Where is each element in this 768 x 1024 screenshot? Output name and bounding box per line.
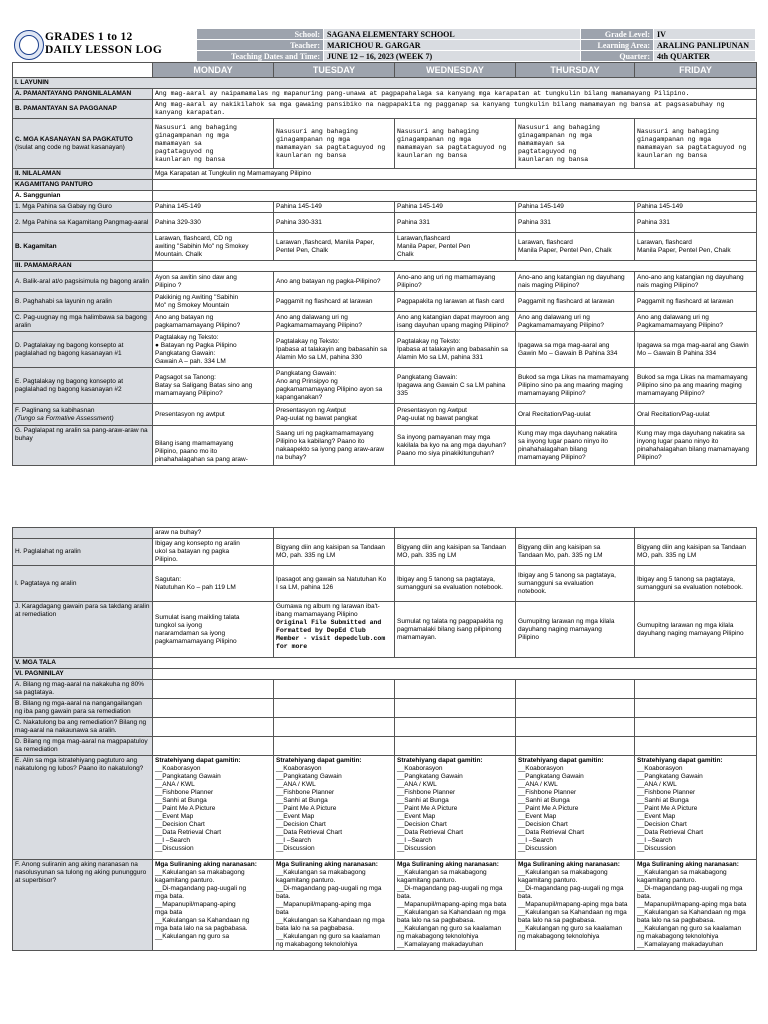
karagdagang-tuesday: Gumawa ng album ng larawan iba't- ibang mamamayang Pilipino [276, 603, 380, 618]
gabay-tuesday: Pahina 145-149 [274, 202, 395, 213]
paghahabi-row [13, 292, 757, 312]
pagtataya-monday: Sagutan: Natutuhan Ko – pah 119 LM [153, 566, 274, 602]
pag-uugnay-tuesday: Ano ang dalawang uri ng Pagkamamamayang Pilipino? [274, 312, 395, 332]
problems-head-monday: Mga Suliraning aking naranasan: [155, 861, 257, 868]
gabay-label: 1. Mga Pahina sa Gabay ng Guro [13, 202, 153, 213]
pamantayan-pagganap-row [13, 100, 757, 119]
paghahabi-label: B. Paghahabi sa layunin ng aralin [13, 292, 153, 312]
kabihasnan-label: F. Paglinang sa kabihasnan [15, 406, 95, 414]
reflection-d-monday [153, 737, 274, 756]
reflection-b-thursday [516, 699, 635, 718]
reflection-a-friday [635, 680, 757, 699]
reflection-e-label: E. Alin sa mga istratehiyang pagtuturo ang nakatulong ng lubos? Paano ito nakatulong? [13, 756, 153, 860]
reflection-a-label: A. Bilang ng mag-aaral na nakakuha ng 80% sa pagtataya. [13, 680, 153, 699]
depedclub-watermark-text: Original File Submitted and Formatted by DepEd Club Member - visit depedclub.com for more [276, 619, 386, 650]
gabay-monday: Pahina 145-149 [153, 202, 274, 213]
continuation-monday: araw na buhay? [153, 528, 274, 539]
karagdagang-wednesday: Sumulat ng talata ng pagpapakita ng pagmamalaki bilang isang pilipinong mamamayan. [395, 602, 516, 658]
kasanayan-label: C. MGA KASANAYAN SA PAGKATUTO [15, 135, 133, 143]
pamamaraan-empty [153, 261, 757, 272]
pag-uugnay-row [13, 312, 757, 332]
pagninilay-label: VI. PAGNINILAY [13, 669, 153, 680]
reflection-f-label: F. Anong suliranin ang aking naranasan na nasolusyunan sa tulong ng aking punungguro at superbisor? [13, 860, 153, 951]
balik-aral-wednesday: Ano-ano ang uri ng mamamayang Pilipino? [395, 272, 516, 292]
paghahabi-thursday: Paggamit ng flashcard at larawan [516, 292, 635, 312]
gabay-row [13, 202, 757, 213]
problems-list-wednesday: __Kakulangan sa makabagong kagamitang panturo. __Di-magandang pag-uugali ng mga bata. __Mapanupil/mapang-aping mga bata __Kakulangan sa Kahandaan ng mga bata lalo na sa pagbabasa. __Kakulangan ng guro sa kaalaman ng makabagong teknolohiya __Kamalayang makadayuhan [397, 869, 507, 948]
problems-list-monday: __Kakulangan sa makabagong kagamitang panturo. __Di-magandang pag-uugali ng mga bata. __Mapanupil/mapang-aping mga bata __Kakulangan sa Kahandaan ng mga bata lalo na sa pagbabasa. __Kakulangan ng guro sa [155, 869, 250, 940]
reflection-f-row [13, 860, 757, 951]
reflection-a-wednesday [395, 680, 516, 699]
paglalapat-tuesday: Saang uri ng pagkamamamayang Pilipino ka kabilang? Paano ito nakaapekto sa iyong pang araw-araw na buhay? [274, 426, 395, 466]
kagamitan-pang-thursday: Pahina 331 [516, 213, 635, 233]
nilalaman-text: Mga Karapatan at Tungkulin ng Mamamayang Pilipino [153, 169, 757, 180]
reflection-d-friday [635, 737, 757, 756]
kagamitan-b-tuesday: Larawan ,flashcard, Manila Paper, Pentel Pen, Chalk [274, 233, 395, 261]
reflection-e-row [13, 756, 757, 860]
title-line-1: GRADES 1 to 12 [45, 31, 133, 43]
problems-head-wednesday: Mga Suliraning aking naranasan: [397, 861, 499, 868]
karagdagang-monday: Sumulat isang maikling talata tungkol sa iyong nararamdaman sa iyong pagkamamamayang Pilipino [153, 602, 274, 658]
kagamitan-pang-wednesday: Pahina 331 [395, 213, 516, 233]
school-label: School: [197, 29, 324, 40]
continuation-label-empty [13, 528, 153, 539]
kagamitan-pang-friday: Pahina 331 [635, 213, 757, 233]
quarter-value: 4th QUARTER [654, 51, 756, 62]
day-header-row [13, 63, 757, 78]
pagninilay-row [13, 669, 757, 680]
paghahabi-wednesday: Pagpapakita ng larawan at flash card [395, 292, 516, 312]
kabihasnan-row [13, 404, 757, 426]
reflection-c-thursday [516, 718, 635, 737]
dates-value: JUNE 12 – 16, 2023 (WEEK 7) [324, 51, 581, 62]
paglalahat-monday: Ibigay ang konsepto ng aralin ukol sa batayan ng pagka Pilipino. [153, 539, 274, 566]
kagamitan-pang-label: 2. Mga Pahina sa Kagamitang Pangmag-aaral [13, 213, 153, 233]
strategies-head-tuesday: Stratehiyang dapat gamitin: [276, 757, 362, 764]
pagtalakay2-label: E. Pagtalakay ng bagong konsepto at paglalahad ng bagong kasanayan #2 [13, 368, 153, 404]
kasanayan-thursday: Nasusuri ang bahaging ginagampanan ng mga mamamayan sa pagtataguyod ng kaunlaran ng bansa [516, 119, 635, 169]
corner-cell [13, 63, 153, 78]
reflection-b-label: B. Bilang ng mga-aaral na nangangailangan ng iba pang gawain para sa remediation [13, 699, 153, 718]
kabihasnan-thursday: Oral Recitation/Pag-uulat [516, 404, 635, 426]
header [12, 28, 756, 62]
grade-label: Grade Level: [581, 29, 654, 40]
pagtalakay1-row [13, 332, 757, 368]
problems-list-tuesday: __Kakulangan sa makabagong kagamitang panturo. __Di-magandang pag-uugali ng mga bata. __Mapanupil/mapang-aping mga bata __Kakulangan sa Kahandaan ng mga bata lalo na sa pagbabasa. __Kakulangan ng guro sa kaalaman ng makabagong teknolohiya [276, 869, 385, 948]
info-table [196, 28, 756, 62]
reflection-c-label: C. Nakatulong ba ang remediation? Bilang ng mag-aaral na nakaunawa sa aralin. [13, 718, 153, 737]
paglalapat-wednesday: Sa inyong pamayanan may mga kakilala ba kyo na ang mga dayuhan? Paano mo siya pinakikitunguhan? [395, 426, 516, 466]
teacher-value: MARICHOU R. GARGAR [324, 40, 581, 51]
lesson-table-page-2 [12, 527, 757, 951]
area-value: ARALING PANLIPUNAN [654, 40, 756, 51]
reflection-c-monday [153, 718, 274, 737]
pamantayan-nilalaman-row [13, 89, 757, 100]
pag-uugnay-thursday: Ano ang dalawang uri ng Pagkamamamayang Pilipino? [516, 312, 635, 332]
pag-uugnay-monday: Ano ang batayan ng pagkamamamayang Pilipino? [153, 312, 274, 332]
pagninilay-empty [153, 669, 757, 680]
kagamitan-b-row [13, 233, 757, 261]
nilalaman-row [13, 169, 757, 180]
strategies-head-monday: Stratehiyang dapat gamitin: [155, 757, 241, 764]
problems-friday [635, 860, 757, 951]
kabihasnan-friday: Oral Recitation/Pag-uulat [635, 404, 757, 426]
layunin-row [13, 78, 757, 89]
paghahabi-monday: Pakikinig ng Awiting "Sabihin Mo" ng Smokey Mountain [153, 292, 274, 312]
sanggunian-row [13, 191, 757, 202]
pagtalakay1-friday: Ipagawa sa mga mag-aaral ang Gawin Mo – Gawain B Pahina 334 [635, 332, 757, 368]
mga-tala-row [13, 658, 757, 669]
strategies-list-tuesday: __Koaborasyon __Pangkatang Gawain __ANA / KWL __Fishbone Planner __Sanhi at Bunga __Paint Me A Picture __Event Map __Decision Chart __Data Retrieval Chart __I –Search __Discussion [276, 765, 343, 852]
day-thursday: THURSDAY [516, 63, 635, 78]
reflection-d-thursday [516, 737, 635, 756]
strategies-list-wednesday: __Koaborasyon __Pangkatang Gawain __ANA / KWL __Fishbone Planner __Sanhi at Bunga __Paint Me A Picture __Event Map __Decision Chart __Data Retrieval Chart __I –Search __Discussion [397, 765, 464, 852]
kabihasnan-tuesday: Presentasyon ng Awtput Pag-uulat ng bawat pangkat [274, 404, 395, 426]
kasanayan-row [13, 119, 757, 169]
lesson-table-page-1 [12, 62, 757, 466]
area-label: Learning Area: [581, 40, 654, 51]
paghahabi-friday: Paggamit ng flashcard at larawan [635, 292, 757, 312]
strategies-friday [635, 756, 757, 860]
day-monday: MONDAY [153, 63, 274, 78]
kagamitan-pang-tuesday: Pahina 330-331 [274, 213, 395, 233]
pagtalakay2-row [13, 368, 757, 404]
dll-title [45, 31, 162, 57]
strategies-thursday [516, 756, 635, 860]
pagtataya-friday: Ibigay ang 5 tanong sa pagtataya, sumangguni sa evaluation notebook. [635, 566, 757, 602]
kagamitan-b-label: B. Kagamitan [13, 233, 153, 261]
paglalapat-label: G. Paglalapat ng aralin sa pang-araw-araw na buhay [13, 426, 153, 466]
problems-head-thursday: Mga Suliraning aking naranasan: [518, 861, 620, 868]
pagtalakay1-thursday: Ipagawa sa mga mag-aaral ang Gawin Mo – Gawain B Pahina 334 [516, 332, 635, 368]
paglalahat-row [13, 539, 757, 566]
continuation-empty-3 [516, 528, 635, 539]
continuation-empty-4 [635, 528, 757, 539]
problems-head-friday: Mga Suliraning aking naranasan: [637, 861, 739, 868]
kabihasnan-label-cell [13, 404, 153, 426]
kasanayan-sub: (Isulat ang code ng bawat kasanayan) [15, 143, 125, 151]
kasanayan-monday: Nasusuri ang bahaging ginagampanan ng mga mamamayan sa pagtataguyod ng kaunlaran ng bansa [153, 119, 274, 169]
pagtalakay2-wednesday: Pangkatang Gawain: Ipagawa ang Gawain C sa LM pahina 335 [395, 368, 516, 404]
pag-uugnay-friday: Ano ang dalawang uri ng Pagkamamamayang Pilipino? [635, 312, 757, 332]
kagamitan-b-thursday: Larawan, flashcard Manila Paper, Pentel Pen, Chalk [516, 233, 635, 261]
quarter-label: Quarter: [581, 51, 654, 62]
karagdagang-thursday: Gumupitng larawan ng mga kilala dayuhang naging mamayang Pilipino [516, 602, 635, 658]
reflection-b-wednesday [395, 699, 516, 718]
balik-aral-label: A. Balik-aral at/o pagsisimula ng bagong aralin [13, 272, 153, 292]
teacher-label: Teacher: [197, 40, 324, 51]
balik-aral-row [13, 272, 757, 292]
sanggunian-label: A. Sanggunian [13, 191, 153, 202]
page-two [12, 527, 756, 951]
layunin-label: I. LAYUNIN [13, 78, 757, 89]
paglalahat-wednesday: Bigyang diin ang kaisipan sa Tandaan MO, pah. 335 ng LM [395, 539, 516, 566]
kabihasnan-wednesday: Presentasyon ng Awtput Pag-uulat ng bawat pangkat [395, 404, 516, 426]
pagtataya-label: I. Pagtataya ng aralin [13, 566, 153, 602]
paglalahat-tuesday: Bigyang diin ang kaisipan sa Tandaan MO, pah. 335 ng LM [274, 539, 395, 566]
pagtataya-wednesday: Ibigay ang 5 tanong sa pagtataya, sumangguni sa evaluation notebook. [395, 566, 516, 602]
problems-tuesday [274, 860, 395, 951]
problems-thursday [516, 860, 635, 951]
kagamitan-pang-row [13, 213, 757, 233]
paglalapat-row [13, 426, 757, 466]
pagtalakay1-wednesday: Pagtalakay ng Teksto: Ipabasa at talakayin ang babasahin sa Alamin Mo sa LM, pahina 331 [395, 332, 516, 368]
paglalahat-friday: Bigyang diin ang kaisipan sa Tandaan MO, pah. 335 ng LM [635, 539, 757, 566]
kasanayan-label-cell [13, 119, 153, 169]
day-tuesday: TUESDAY [274, 63, 395, 78]
nilalaman-label: II. NILALAMAN [13, 169, 153, 180]
kabihasnan-sub: (Tungo sa Formative Assessment) [15, 414, 114, 422]
continuation-empty-2 [395, 528, 516, 539]
kasanayan-tuesday: Nasusuri ang bahaging ginagampanan ng mga mamamayan sa pagtataguyod ng kaunlaran ng bansa [274, 119, 395, 169]
reflection-c-tuesday [274, 718, 395, 737]
kagamitan-b-friday: Larawan, flashcard Manila Paper, Pentel Pen, Chalk [635, 233, 757, 261]
grade-value: IV [654, 29, 756, 40]
pagtalakay1-monday: Pagtalakay ng Teksto: ● Batayan ng Pagka Pilipino Pangkatang Gawain: Gawain A – pah. 334 LM [153, 332, 274, 368]
gabay-thursday: Pahina 145-149 [516, 202, 635, 213]
reflection-b-friday [635, 699, 757, 718]
reflection-d-wednesday [395, 737, 516, 756]
kasanayan-friday: Nasusuri ang bahaging ginagampanan ng mga mamamayan sa pagtataguyod ng kaunlaran ng bansa [635, 119, 757, 169]
deped-seal-icon [14, 30, 44, 60]
problems-list-thursday: __Kakulangan sa makabagong kagamitang panturo. __Di-magandang pag-uugali ng mga bata. __Mapanupil/mapang-aping mga bata __Kakulangan sa Kahandaan ng mga bata lalo na sa pagbabasa. __Kakulangan ng guro sa kaalaman ng makabagong teknolohiya [518, 869, 628, 940]
kagamitan-row [13, 180, 757, 191]
kagamitan-b-wednesday: Larawan,flashcard Manila Paper, Pentel Pen Chalk [395, 233, 516, 261]
pag-uugnay-label: C. Pag-uugnay ng mga halimbawa sa bagong aralin [13, 312, 153, 332]
reflection-d-tuesday [274, 737, 395, 756]
dates-label: Teaching Dates and Time: [197, 51, 324, 62]
karagdagang-tuesday-cell [274, 602, 395, 658]
reflection-b-monday [153, 699, 274, 718]
problems-monday [153, 860, 274, 951]
continuation-row [13, 528, 757, 539]
kagamitan-label: KAGAMITANG PANTURO [13, 180, 153, 191]
strategies-head-thursday: Stratehiyang dapat gamitin: [518, 757, 604, 764]
problems-wednesday [395, 860, 516, 951]
sanggunian-empty [153, 191, 757, 202]
school-value: SAGANA ELEMENTARY SCHOOL [324, 29, 581, 40]
balik-aral-thursday: Ano-ano ang katangian ng dayuhang nais maging Pilipino? [516, 272, 635, 292]
reflection-d-label: D. Bilang ng mga mag-aaral na magpapatuloy sa remediation [13, 737, 153, 756]
reflection-b-tuesday [274, 699, 395, 718]
pagtalakay2-monday: Pagsagot sa Tanong: Batay sa Saligang Batas sino ang mamamayang Pilipino? [153, 368, 274, 404]
balik-aral-friday: Ano-ano ang katangian ng dayuhang nais maging Pilipino? [635, 272, 757, 292]
pagtalakay2-thursday: Bukod sa mga Likas na mamamayang Pilipino sino pa ang maaring maging mamamayang Pilipino? [516, 368, 635, 404]
pamantayan-pagganap-label: B. PAMANTAYAN SA PAGGANAP [13, 100, 153, 119]
paghahabi-tuesday: Paggamit ng flashcard at larawan [274, 292, 395, 312]
pamantayan-pagganap-text: Ang mag-aaral ay nakikilahok sa mga gawaing pansibiko na nagpapakita ng pagganap sa kanyang tungkulin bilang mamamayan ng bansa at pagsasabuhay ng kanyang karapatan. [153, 100, 757, 119]
pag-uugnay-wednesday: Ano ang katangian dapat mayroon ang isang dayuhan upang maging Pilipino? [395, 312, 516, 332]
day-friday: FRIDAY [635, 63, 757, 78]
balik-aral-tuesday: Ano ang batayan ng pagka-Pilipino? [274, 272, 395, 292]
kagamitan-empty [153, 180, 757, 191]
strategies-head-wednesday: Stratehiyang dapat gamitin: [397, 757, 483, 764]
strategies-tuesday [274, 756, 395, 860]
strategies-wednesday [395, 756, 516, 860]
pamantayan-nilalaman-text: Ang mag-aaral ay naipamamalas ng mapanuring pang-unawa at pagpapahalaga sa kanyang mga karapatan at tungkulin bilang mamamayang Pilipino. [153, 89, 757, 100]
reflection-a-thursday [516, 680, 635, 699]
kabihasnan-monday: Presentasyon ng awtput [153, 404, 274, 426]
karagdagang-row [13, 602, 757, 658]
strategies-monday [153, 756, 274, 860]
day-wednesday: WEDNESDAY [395, 63, 516, 78]
continuation-empty-1 [274, 528, 395, 539]
pagtataya-row [13, 566, 757, 602]
strategies-head-friday: Stratehiyang dapat gamitin: [637, 757, 723, 764]
paglalahat-thursday: Bigyang diin ang kaisipan sa Tandaan Mo, pah. 335 ng LM [516, 539, 635, 566]
paglalahat-label: H. Paglalahat ng aralin [13, 539, 153, 566]
pagtalakay2-friday: Bukod sa mga Likas na mamamayang Pilipino sino pa ang maaring maging mamamayang Pilipino? [635, 368, 757, 404]
pagtataya-tuesday: Ipasagot ang gawain sa Natutuhan Ko I sa LM, pahina 126 [274, 566, 395, 602]
kagamitan-pang-monday: Pahina 329-330 [153, 213, 274, 233]
reflection-c-row [13, 718, 757, 737]
pagtalakay1-label: D. Pagtalakay ng bagong konsepto at paglalahad ng bagong kasanayan #1 [13, 332, 153, 368]
reflection-a-tuesday [274, 680, 395, 699]
pagtataya-thursday: Ibigay ang 5 tanong sa pagtataya, sumangguni sa evaluation notebook. [516, 566, 635, 602]
title-line-2: DAILY LESSON LOG [45, 44, 163, 56]
strategies-list-monday: __Koaborasyon __Pangkatang Gawain __ANA / KWL __Fishbone Planner __Sanhi at Bunga __Paint Me A Picture __Event Map __Decision Chart __Data Retrieval Chart __I –Search __Discussion [155, 765, 222, 852]
pagtalakay2-tuesday: Pangkatang Gawain: Ano ang Prinsipyo ng pagkamamamayang Pilipino ayon sa kapanganakan? [274, 368, 395, 404]
page-one [12, 28, 756, 466]
mga-tala-label: V. MGA TALA [13, 658, 153, 669]
gabay-wednesday: Pahina 145-149 [395, 202, 516, 213]
reflection-a-row [13, 680, 757, 699]
strategies-list-thursday: __Koaborasyon __Pangkatang Gawain __ANA / KWL __Fishbone Planner __Sanhi at Bunga __Paint Me A Picture __Event Map __Decision Chart __Data Retrieval Chart __I –Search __Discussion [518, 765, 585, 852]
karagdagang-friday: Gumupitng larawan ng mga kilala dayuhang naging mamayang Pilipino [635, 602, 757, 658]
pagtalakay1-tuesday: Pagtalakay ng Teksto: Ipabasa at talakayin ang babasahin sa Alamin Mo sa LM, pahina 330 [274, 332, 395, 368]
reflection-c-wednesday [395, 718, 516, 737]
balik-aral-monday: Ayon sa awitin sino daw ang Pilipino ? [153, 272, 274, 292]
kasanayan-wednesday: Nasusuri ang bahaging ginagampanan ng mga mamamayan sa pagtataguyod ng kaunlaran ng bansa [395, 119, 516, 169]
pamamaraan-row [13, 261, 757, 272]
karagdagang-label: J. Karagdagang gawain para sa takdang aralin at remediation [13, 602, 153, 658]
gabay-friday: Pahina 145-149 [635, 202, 757, 213]
kagamitan-b-monday: Larawan, flashcard, CD ng awiting "Sabihin Mo" ng Smokey Mountain. Chalk [153, 233, 274, 261]
strategies-list-friday: __Koaborasyon __Pangkatang Gawain __ANA / KWL __Fishbone Planner __Sanhi at Bunga __Paint Me A Picture __Event Map __Decision Chart __Data Retrieval Chart __I –Search __Discussion [637, 765, 704, 852]
problems-list-friday: __Kakulangan sa makabagong kagamitang panturo. __Di-magandang pag-uugali ng mga bata. __Mapanupil/mapang-aping mga bata __Kakulangan sa Kahandaan ng mga bata lalo na sa pagbabasa. __Kakulangan ng guro sa kaalaman ng makabagong teknolohiya __Kamalayang makadayuhan [637, 869, 747, 948]
reflection-a-monday [153, 680, 274, 699]
pamantayan-nilalaman-label: A. PAMANTAYANG PANGNILALAMAN [13, 89, 153, 100]
reflection-b-row [13, 699, 757, 718]
reflection-d-row [13, 737, 757, 756]
pamamaraan-label: III. PAMAMARAAN [13, 261, 153, 272]
paglalapat-thursday: Kung may mga dayuhang nakatira sa inyong lugar paano ninyo ito pinahahalagahan bilang mamamayang Pilipino? [516, 426, 635, 466]
paglalapat-monday: Bilang isang mamamayang Pilipino, paano mo ito pinahahalagahan sa pang araw- [153, 426, 274, 466]
problems-head-tuesday: Mga Suliraning aking naranasan: [276, 861, 378, 868]
mga-tala-empty [153, 658, 757, 669]
paglalapat-friday: Kung may mga dayuhang nakatira sa inyong lugar paano ninyo ito pinahahalagahan bilang mamamayang Pilipino? [635, 426, 757, 466]
reflection-c-friday [635, 718, 757, 737]
